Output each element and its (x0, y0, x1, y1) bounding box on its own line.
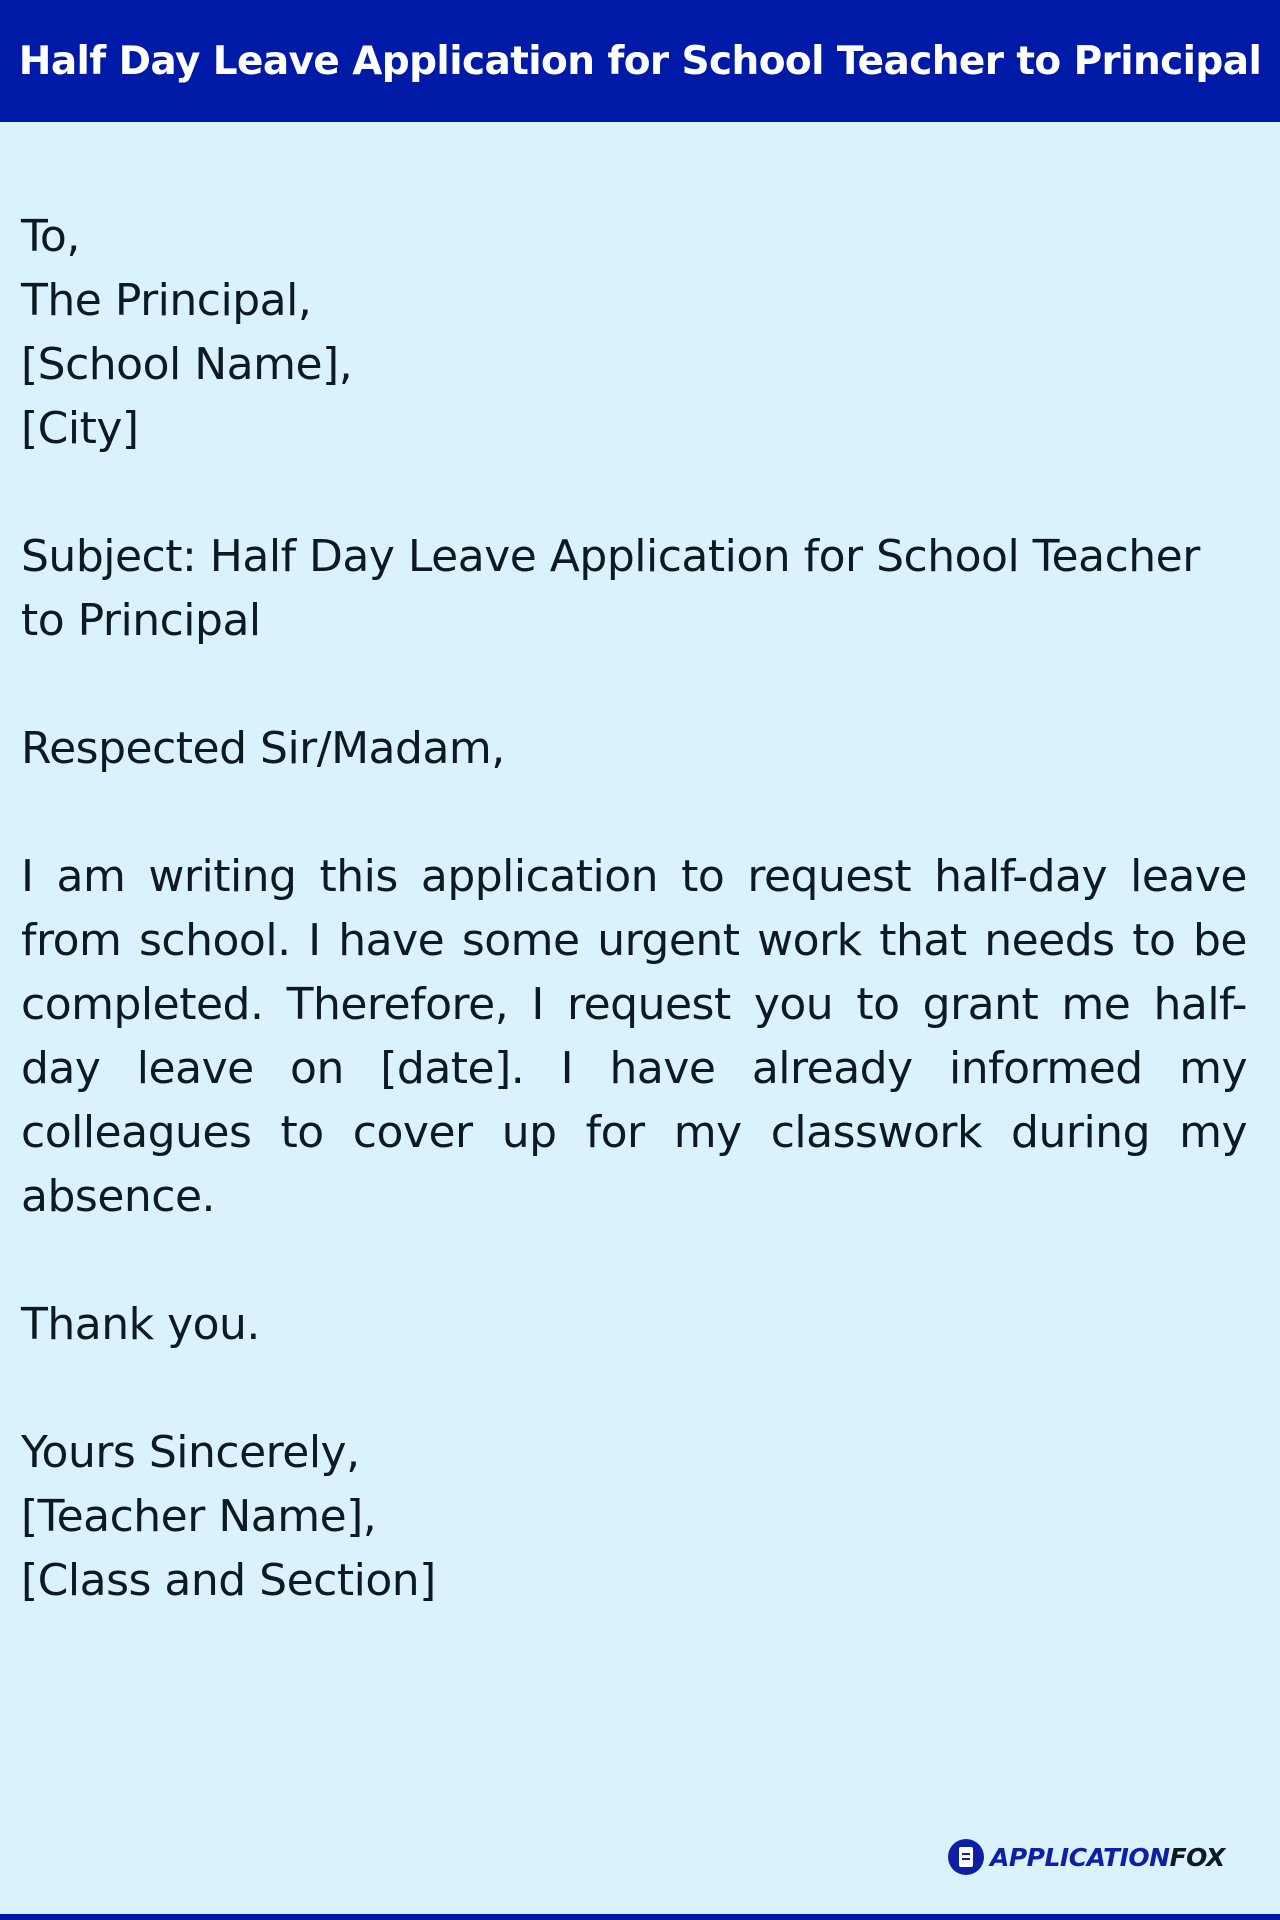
page-title: Half Day Leave Application for School Teacher to Principal (18, 38, 1262, 84)
spacer (21, 461, 1247, 525)
spacer (21, 781, 1247, 845)
address-recipient: The Principal, (21, 275, 312, 326)
brand-name-part2: FOX (1169, 1842, 1225, 1872)
spacer (21, 1229, 1247, 1293)
document-icon (948, 1839, 984, 1875)
brand-name-part1: APPLICATION (990, 1842, 1170, 1872)
spacer (21, 1357, 1247, 1421)
header-banner (0, 0, 1280, 122)
subject-line-2: to Principal (21, 595, 261, 646)
teacher-name: [Teacher Name], (21, 1491, 377, 1542)
letter-body (21, 205, 1247, 1613)
address-school: [School Name], (21, 339, 353, 390)
closing-line: Yours Sincerely, (21, 1427, 360, 1478)
body-paragraph: I am writing this application to request half-day leave from school. I have some urgent work that needs to be completed. Therefore, I request you to grant me half-day leave on [date]. I have already informed my colleagues to cover up for my classwork during my absence. (21, 851, 1247, 1222)
salutation: Respected Sir/Madam, (21, 723, 505, 774)
brand-name (990, 1843, 1225, 1872)
class-section: [Class and Section] (21, 1555, 436, 1606)
footer-bar (0, 1914, 1280, 1920)
spacer (21, 653, 1247, 717)
subject-line-1: Subject: Half Day Leave Application for School Teacher (21, 531, 1200, 582)
address-to: To, (21, 211, 80, 262)
brand-logo (948, 1837, 1225, 1877)
thanks-line: Thank you. (21, 1299, 260, 1350)
address-city: [City] (21, 403, 139, 454)
